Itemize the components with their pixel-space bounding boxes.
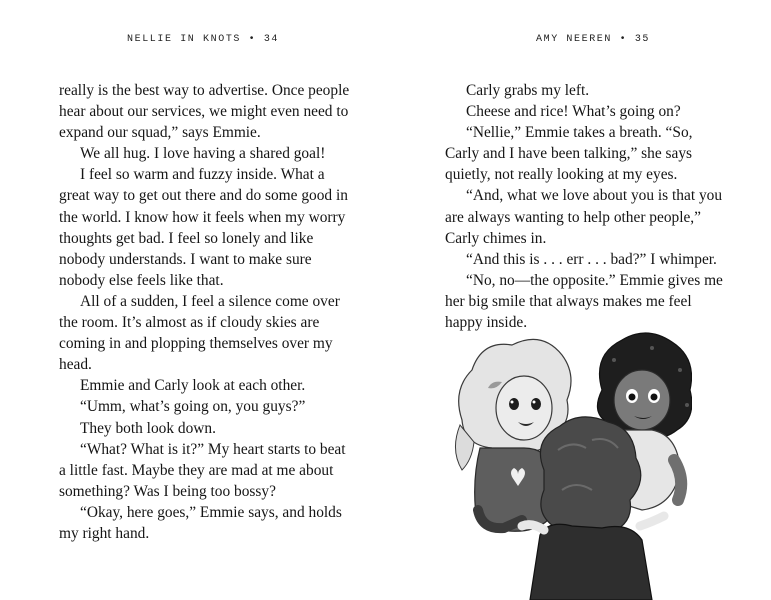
carly-eye-left bbox=[509, 398, 519, 410]
paragraph: “And this is . . . err . . . bad?” I whimper. bbox=[466, 250, 717, 268]
paragraph: We all hug. I love having a shared goal! bbox=[80, 145, 326, 163]
left-page-text bbox=[59, 80, 351, 544]
held-hands-left bbox=[522, 525, 544, 530]
emmie-face bbox=[614, 370, 670, 430]
paragraph: “Nellie,” Emmie takes a breath. “So, Carly and I have been talking,” she says quietly, not really looking at my eyes. bbox=[445, 124, 693, 184]
nellie-hair bbox=[540, 417, 640, 538]
paragraph: “And, what we love about you is that you are always wanting to help other people,” Carly chimes in. bbox=[445, 187, 723, 247]
paragraph: Carly grabs my left. bbox=[466, 82, 590, 99]
paragraph: “What? What is it?” My heart starts to beat a little fast. Maybe they are mad at me about something? Was I being too bossy? bbox=[59, 440, 346, 500]
left-running-head: NELLIE IN KNOTS • 34 bbox=[127, 34, 280, 45]
paragraph: really is the best way to advertise. Once people hear about our services, we might even need to expand our squad,” says Emmie. bbox=[59, 82, 350, 142]
paragraph: They both look down. bbox=[80, 419, 216, 437]
illustration-drawing bbox=[452, 330, 692, 600]
carly-face bbox=[496, 376, 552, 440]
paragraph: “Umm, what’s going on, you guys?” bbox=[80, 398, 306, 416]
right-running-head: AMY NEEREN • 35 bbox=[536, 34, 651, 45]
nellie-shirt bbox=[530, 524, 652, 600]
paragraph: I feel so warm and fuzzy inside. What a great way to get out there and do some good in the world. I know how it feels when my worry thoughts get bad. I feel so lonely and like nobody understands. I want to make sure nobody else feels like that. bbox=[59, 166, 348, 289]
paragraph: “No, no—the opposite.” Emmie gives me her big smile that always makes me feel happy inside. bbox=[445, 271, 723, 332]
held-hands-right bbox=[640, 516, 664, 526]
right-page-text bbox=[445, 80, 728, 333]
paragraph: “Okay, here goes,” Emmie says, and holds my right hand. bbox=[59, 503, 342, 542]
paragraph: Emmie and Carly look at each other. bbox=[80, 377, 306, 395]
paragraph: All of a sudden, I feel a silence come over the room. It’s almost as if cloudy skies are coming in and plopping themselves over my head. bbox=[59, 292, 340, 374]
carly-eye-right bbox=[531, 398, 541, 410]
emmie-arm bbox=[674, 460, 681, 500]
paragraph: Cheese and rice! What’s going on? bbox=[466, 103, 681, 121]
friends-illustration bbox=[452, 330, 692, 600]
